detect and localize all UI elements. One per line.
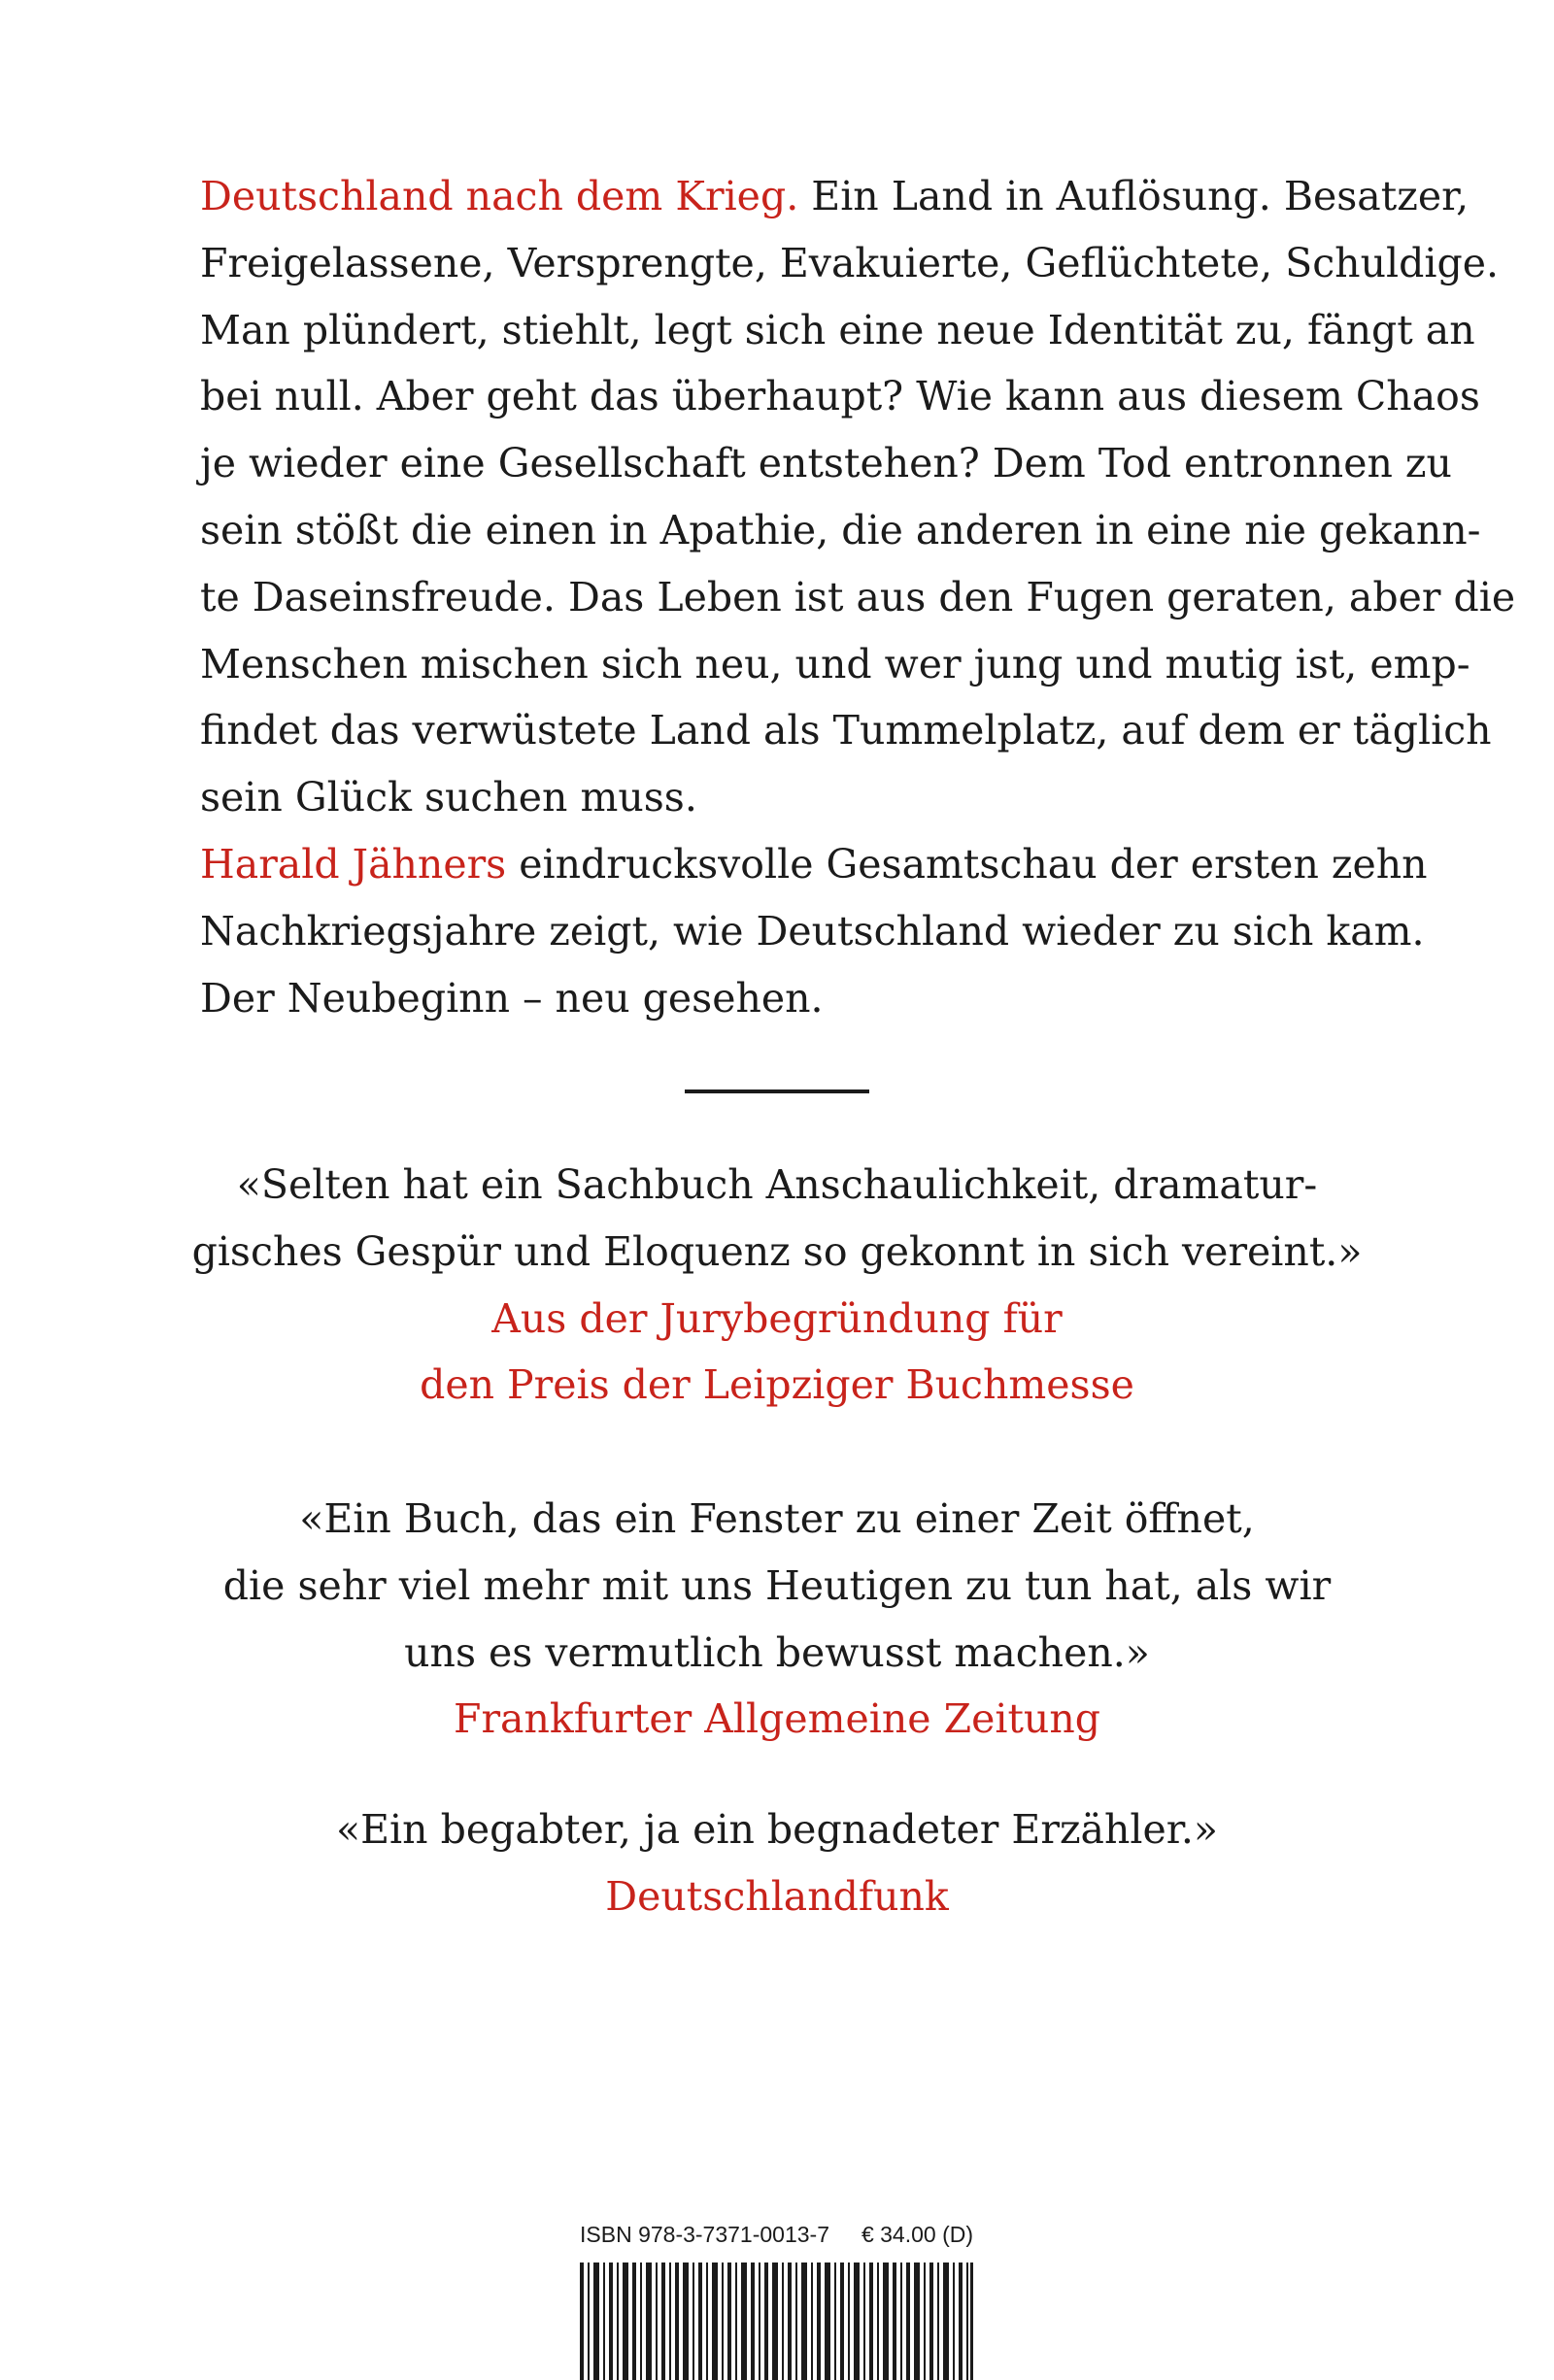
blurb-line: Man plündert, stiehlt, legt sich eine neue Identität zu, fängt an xyxy=(200,306,1475,353)
quote-source: Deutschlandfunk xyxy=(605,1872,949,1920)
blurb-line: sein stößt die einen in Apathie, die anderen in eine nie gekann- xyxy=(200,506,1481,553)
quote-line: «Selten hat ein Sachbuch Anschaulichkeit, dramatur- xyxy=(236,1161,1318,1208)
review-quote xyxy=(0,1796,1554,1930)
blurb-line: bei null. Aber geht das überhaupt? Wie kann aus diesem Chaos xyxy=(200,373,1480,420)
barcode-icon xyxy=(580,2263,973,2380)
quote-line: gisches Gespür und Eloquenz so gekonnt in sich vereint.» xyxy=(191,1227,1363,1275)
divider-rule xyxy=(685,1089,869,1093)
quote-line: «Ein begabter, ja ein begnadeter Erzähler.» xyxy=(336,1806,1218,1853)
blurb-line: sein Glück suchen muss. xyxy=(200,774,697,821)
quote-source: den Preis der Leipziger Buchmesse xyxy=(420,1361,1134,1409)
author-name: Harald Jähners xyxy=(200,840,507,888)
blurb-line: Menschen mischen sich neu, und wer jung und mutig ist, emp- xyxy=(200,640,1470,687)
blurb-line: Der Neubeginn – neu gesehen. xyxy=(200,974,824,1022)
price: € 34.00 (D) xyxy=(861,2222,973,2247)
blurb-highlight: Deutschland nach dem Krieg. xyxy=(200,173,799,219)
blurb-line: findet das verwüstete Land als Tummelplatz, auf dem er täglich xyxy=(200,707,1492,754)
quote-line: «Ein Buch, das ein Fenster zu einer Zeit öffnet, xyxy=(299,1495,1255,1542)
quote-line: die sehr viel mehr mit uns Heutigen zu tun hat, als wir xyxy=(222,1561,1332,1609)
blurb-line: Harald Jähners eindrucksvolle Gesamtschau der ersten zehn xyxy=(200,840,1428,888)
blurb-text xyxy=(200,163,1516,1031)
blurb-line: Freigelassene, Versprengte, Evakuierte, Geflüchtete, Schuldige. xyxy=(200,239,1500,286)
isbn-number: ISBN 978-3-7371-0013-7 xyxy=(580,2222,829,2247)
blurb-line: te Daseinsfreude. Das Leben ist aus den Fugen geraten, aber die xyxy=(200,573,1516,620)
quote-source: Aus der Jurybegründung für xyxy=(491,1294,1063,1342)
review-quote xyxy=(0,1152,1554,1419)
quote-source: Frankfurter Allgemeine Zeitung xyxy=(454,1695,1100,1743)
quote-line: uns es vermutlich bewusst machen.» xyxy=(404,1628,1150,1676)
review-quote xyxy=(0,1486,1554,1753)
isbn-price-line xyxy=(580,2222,973,2248)
blurb-line: Nachkriegsjahre zeigt, wie Deutschland wieder zu sich kam. xyxy=(200,907,1425,955)
blurb-line: je wieder eine Gesellschaft entstehen? Dem Tod entronnen zu xyxy=(200,440,1452,487)
blurb-line: Deutschland nach dem Krieg. Ein Land in Auflösung. Besatzer, xyxy=(200,173,1470,219)
